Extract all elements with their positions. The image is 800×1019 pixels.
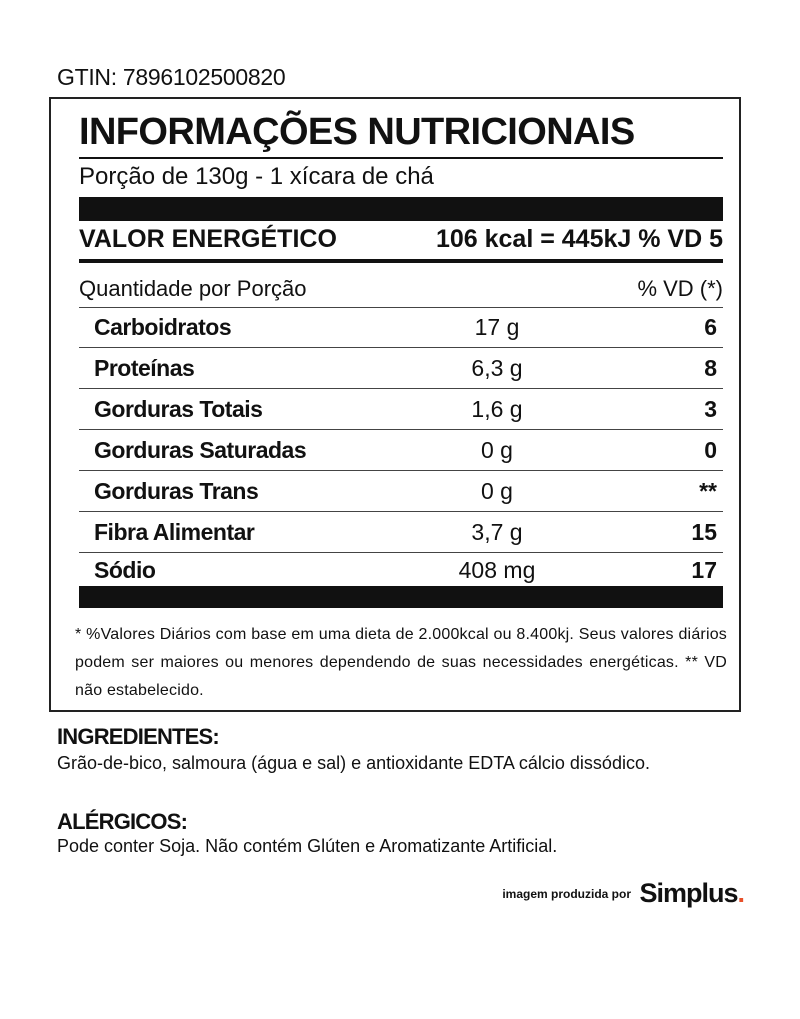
nutrient-amount: 408 mg <box>458 557 536 583</box>
allergens-text: Pode conter Soja. Não contém Glúten e Aromatizante Artificial. <box>57 836 558 856</box>
nutrient-amount: 6,3 g <box>471 355 523 381</box>
nutrient-vd: 3 <box>704 396 717 422</box>
ingredients-text: Grão-de-bico, salmoura (água e sal) e antioxidante EDTA cálcio dissódico. <box>57 753 650 773</box>
nutrient-name: Gorduras Totais <box>94 396 263 422</box>
row-divider <box>79 470 723 471</box>
brand-dot: . <box>737 878 744 908</box>
energy-divider <box>79 259 723 263</box>
nutrient-vd: 8 <box>704 355 717 381</box>
row-divider <box>79 429 723 430</box>
credit-prefix: imagem produzida por <box>502 886 631 901</box>
nutrient-amount: 0 g <box>481 478 513 504</box>
nutrient-vd: 17 <box>691 557 717 583</box>
nutrient-name: Proteínas <box>94 355 195 381</box>
row-divider <box>79 347 723 348</box>
nutrient-row-gorduras-trans <box>79 472 723 512</box>
credit-line <box>502 878 744 909</box>
simplus-logo <box>639 878 744 908</box>
nutrient-row-carboidratos <box>79 308 723 348</box>
nutrient-row-proteinas <box>79 349 723 389</box>
nutrient-row-gorduras-saturadas <box>79 431 723 471</box>
ingredients-heading: INGREDIENTES: <box>57 724 219 749</box>
allergens-heading: ALÉRGICOS: <box>57 809 188 834</box>
vd-header: % VD (*) <box>637 276 723 301</box>
nutrient-vd: 0 <box>704 437 717 463</box>
nutrient-name: Sódio <box>94 557 156 583</box>
quantity-header: Quantidade por Porção <box>79 276 307 301</box>
table-title: INFORMAÇÕES NUTRICIONAIS <box>79 111 635 153</box>
nutrient-row-gorduras-totais <box>79 390 723 430</box>
nutrient-amount: 0 g <box>481 437 513 463</box>
brand-name: Simplus <box>639 878 738 908</box>
nutrient-vd: ** <box>699 478 717 504</box>
nutrient-row-sodio <box>79 551 723 591</box>
thick-bar-bottom <box>79 586 723 608</box>
thick-bar-top <box>79 197 723 221</box>
nutrient-vd: 15 <box>691 519 717 545</box>
portion-text: Porção de 130g - 1 xícara de chá <box>79 163 434 190</box>
nutrient-amount: 3,7 g <box>471 519 523 545</box>
nutrient-name: Gorduras Saturadas <box>94 437 307 463</box>
nutrient-row-fibra-alimentar <box>79 513 723 553</box>
nutrient-name: Gorduras Trans <box>94 478 259 504</box>
nutrition-facts-table <box>49 97 741 712</box>
nutrient-amount: 17 g <box>474 314 520 340</box>
footnote-text: * %Valores Diários com base em uma dieta de 2.000kcal ou 8.400kj. Seus valores diários podem ser maiores ou menores dependendo de suas necessidades energéticas. ** VD não estabelecido. <box>75 626 727 699</box>
nutrient-name: Fibra Alimentar <box>94 519 255 545</box>
nutrient-amount: 1,6 g <box>471 396 523 422</box>
nutrient-vd: 6 <box>704 314 717 340</box>
row-divider <box>79 388 723 389</box>
row-divider <box>79 511 723 512</box>
energy-value: 106 kcal = 445kJ % VD 5 <box>435 225 723 253</box>
gtin-code: GTIN: 7896102500820 <box>57 64 286 90</box>
energy-label: VALOR ENERGÉTICO <box>79 225 337 253</box>
nutrient-name: Carboidratos <box>94 314 232 340</box>
title-divider <box>79 157 723 159</box>
